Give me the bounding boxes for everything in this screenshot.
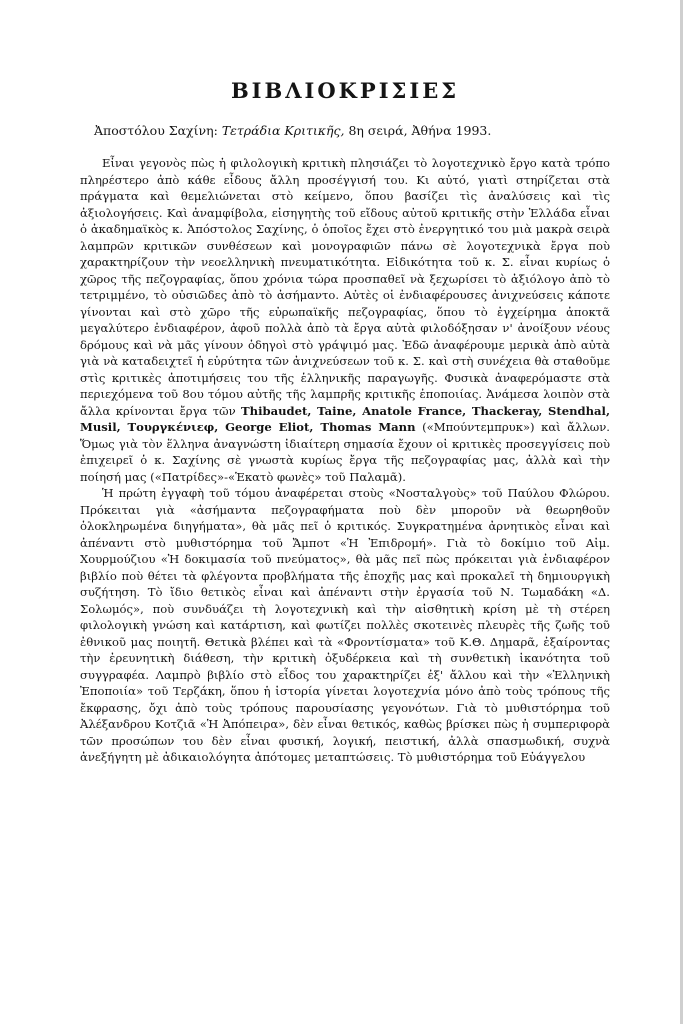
paragraph-2: [80, 485, 610, 766]
review-citation: [80, 123, 610, 139]
page-content: [80, 78, 610, 766]
review-body: [80, 155, 610, 766]
paragraph-1: [80, 155, 610, 485]
paragraph-1-text-b: («Μπούντεμπρυκ») καὶ ἄλλων. Ὅμως γιὰ τὸν ἕλληνα ἀναγνώστη ἰδιαίτερη σημασία ἔχουν οἱ κριτικὲς προσεγγίσεις ποὺ ἐπιχειρεῖ ὁ κ. Σαχίνης σὲ γνωστὰ κυρίως ἔργα τῆς πεζογραφίας μας, ἀλλὰ καὶ τὴν ποίησή μας («Πατρίδες»-«Ἑκατὸ φωνὲς» τοῦ Παλαμᾶ).: [80, 420, 610, 484]
page-title: ΒΙΒΛΙΟΚΡΙΣΙΕΣ: [230, 78, 460, 103]
citation-details: 8η σειρά, Ἀθήνα 1993.: [348, 123, 492, 138]
citation-author: Ἀποστόλου Σαχίνη:: [94, 123, 218, 138]
citation-book-title: Τετράδια Κριτικῆς,: [221, 123, 345, 138]
paragraph-1-author-names: Thibaudet, Taine, Anatole France, Thackeray, Stendhal, Musil, Τουργκένιεφ, George Eliot, Thomas Mann: [80, 403, 610, 434]
paragraph-1-text-a: Εἶναι γεγονὸς πὼς ἡ φιλολογικὴ κριτικὴ πλησιάζει τὸ λογοτεχνικὸ ἔργο κατὰ τρόπο πληρέστερο ἀπὸ κάθε εἶδους ἄλλη προσέγγισή του. Κι αὐτό, γιατὶ στηρίζεται στὰ πράγματα καὶ θεμελιώνεται στὸ κείμενο, ὅπου βασίζει τὶς ἀναλύσεις καὶ τὶς ἀξιολογήσεις. Καὶ ἀναμφίβολα, εἰσηγητὴς τοῦ εἴδους αὐτοῦ κριτικῆς στὴν Ἑλλάδα εἶναι ὁ ἀκαδημαϊκὸς κ. Ἀπόστολος Σαχίνης, ὁ ὁποῖος ἔχει στὸ ἐνεργητικό του μιὰ μακρὰ σειρὰ λαμπρῶν κριτικῶν συνθέσεων καὶ μονογραφιῶν πάνω σὲ λογοτεχνικὰ ἔργα ποὺ χαρακτηρίζουν τὴν νεοελληνικὴ πνευματικότητα. Εἰδικότητα τοῦ κ. Σ. εἶναι κυρίως ὁ χῶρος τῆς πεζογραφίας, ὅπου χρόνια τώρα προσπαθεῖ νὰ ξεχωρίσει τὸ ἀξιόλογο ἀπὸ τὸ τετριμμένο, τὸ οὐσιῶδες ἀπὸ τὸ ἀσήμαντο. Αὐτὲς οἱ ἐνδιαφέρουσες ἀνιχνεύσεις κάποτε γίνονται καὶ στὸ χῶρο τῆς εὐρωπαϊκῆς πεζογραφίας, ὅπου τὸ ἐγχείρημα ἀποκτᾶ μεγαλύτερο ἐνδιαφέρον, ἀφοῦ πολλὰ ἀπὸ τὰ ἔργα αὐτὰ φιλοδόξησαν ν' ἀνοίξουν νέους δρόμους καὶ νὰ μᾶς γίνουν ὁδηγοὶ στὸ γράψιμό μας. Ἐδῶ ἀναφέρουμε μερικὰ ἀπὸ αὐτὰ γιὰ νὰ καταδειχτεῖ ἡ εὐρύτητα τῶν ἀνιχνεύσεων τοῦ κ. Σ. καὶ στὴ συνέχεια θὰ σταθοῦμε στὶς κριτικὲς ἀποτιμήσεις του τῆς ἑλληνικῆς παραγωγῆς. Φυσικὰ ἀναφερόμαστε στὰ περιεχόμενα τοῦ 8ου τόμου αὐτῆς τῆς λαμπρῆς κριτικῆς ἐποποιίας. Ἀνάμεσα λοιπὸν στὰ ἄλλα κρίνονται ἔργα τῶν: [80, 156, 610, 418]
paragraph-2-text: Ἡ πρώτη ἐγγαφὴ τοῦ τόμου ἀναφέρεται στοὺς «Νοσταλγοὺς» τοῦ Παύλου Φλώρου. Πρόκειται γιὰ «ἀσήμαντα πεζογραφήματα ποὺ δὲν μποροῦν νὰ θεωρηθοῦν ὁλοκληρωμένα διηγήματα», θὰ μᾶς πεῖ ὁ κριτικός. Συγκρατημένα ἀρνητικὸς εἶναι καὶ ἀπέναντι στὸ μυθιστόρημα τοῦ Ἄμποτ «Ἡ Ἐπιδρομή». Γιὰ τὸ δοκίμιο τοῦ Αἰμ. Χουρμούζιου «Ἡ δοκιμασία τοῦ πνεύματος», θὰ μᾶς πεῖ πὼς πρόκειται γιὰ ἐνδιαφέρον βιβλίο ποὺ θέτει τὰ φλέγοντα προβλήματα τῆς ἐποχῆς μας καὶ προκαλεῖ τὴ δημιουργικὴ συζήτηση. Τὸ ἴδιο θετικὸς εἶναι καὶ ἀπέναντι στὴν ἐργασία τοῦ Ν. Τωμαδάκη «Δ. Σολωμός», ποὺ συνδυάζει τὴ λογοτεχνικὴ καὶ τὴν αἰσθητικὴ κρίση μὲ τὴ στέρεη φιλολογικὴ γνώση καὶ κατάρτιση, καὶ φωτίζει πολλὲς σκοτεινὲς πλευρὲς τῆς ζωῆς τοῦ ἐθνικοῦ μας ποιητῆ. Θετικὰ βλέπει καὶ τὰ «Φροντίσματα» τοῦ Κ.Θ. Δημαρᾶ, ἐξαίροντας τὴν ἐρευνητικὴ διάθεση, τὴν κριτικὴ ὀξυδέρκεια καὶ τὴ συνθετικὴ ἱκανότητα τοῦ συγγραφέα. Λαμπρὸ βιβλίο στὸ εἶδος του χαρακτηρίζει ἐξ' ἄλλου καὶ τὴν «Ἑλληνικὴ Ἐποποιία» τοῦ Τερζάκη, ὅπου ἡ ἱστορία γίνεται λογοτεχνία μόνο ἀπὸ τοὺς τρόπους τῆς ἔκφρασης, ὄχι ἀπὸ τοὺς τρόπους παρουσίασης γεγονότων. Γιὰ τὸ μυθιστόρημα τοῦ Ἀλέξανδρου Κοτζιᾶ «Ἡ Ἀπόπειρα», δὲν εἶναι θετικός, καθὼς βρίσκει πὼς ἡ συμπεριφορὰ τῶν προσώπων του δὲν εἶναι φυσική, λογική, πειστική, ἀλλὰ σπασμωδική, συχνὰ ἀνεξήγητη μὲ ἀδικαιολόγητα ἀπότομες μεταπτώσεις. Τὸ μυθιστόρημα τοῦ Εὐάγγελου: [80, 486, 610, 764]
